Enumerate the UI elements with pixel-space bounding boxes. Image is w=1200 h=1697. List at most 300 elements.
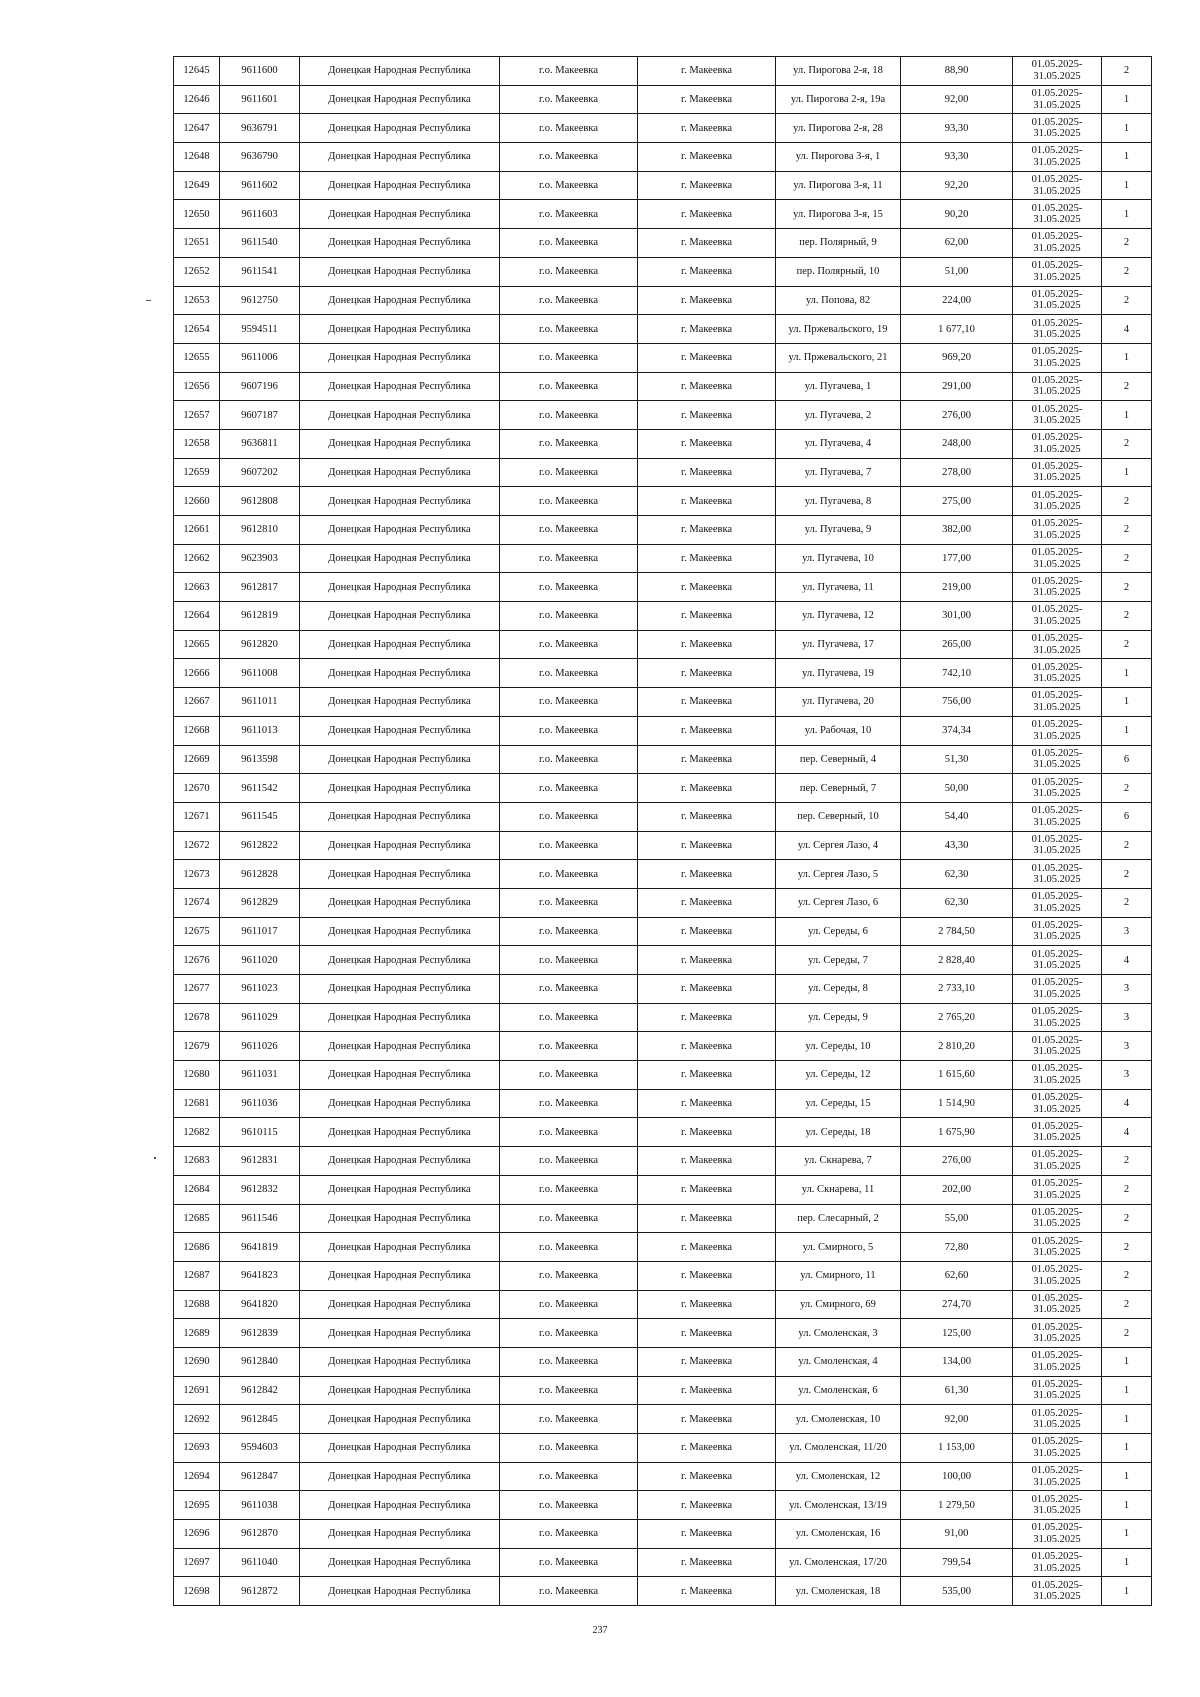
cell-city: г. Макеевка [638, 1204, 776, 1233]
cell-row-number: 12665 [174, 630, 220, 659]
period-end: 31.05.2025 [1033, 242, 1081, 254]
cell-row-number: 12653 [174, 286, 220, 315]
table-row [174, 1319, 1152, 1348]
cell-district: г.о. Макеевка [500, 802, 638, 831]
cell-region: Донецкая Народная Республика [300, 1462, 500, 1491]
cell-area: 275,00 [901, 487, 1013, 516]
cell-period [1013, 1548, 1102, 1577]
cell-object-code: 9612845 [220, 1405, 300, 1434]
cell-area: 2 828,40 [901, 946, 1013, 975]
cell-row-number: 12647 [174, 114, 220, 143]
cell-period [1013, 774, 1102, 803]
period-end: 31.05.2025 [1033, 128, 1081, 140]
cell-address: ул. Смирного, 11 [776, 1261, 901, 1290]
cell-period [1013, 1061, 1102, 1090]
cell-row-number: 12694 [174, 1462, 220, 1491]
cell-city: г. Макеевка [638, 372, 776, 401]
cell-count: 2 [1102, 888, 1152, 917]
period-start: 01.05.2025- [1031, 833, 1083, 845]
cell-row-number: 12683 [174, 1147, 220, 1176]
period-start: 01.05.2025- [1031, 1120, 1083, 1132]
cell-object-code: 9612831 [220, 1147, 300, 1176]
cell-region: Донецкая Народная Республика [300, 1147, 500, 1176]
period-start: 01.05.2025- [1031, 1206, 1083, 1218]
cell-object-code: 9611017 [220, 917, 300, 946]
period-end: 31.05.2025 [1033, 816, 1081, 828]
cell-object-code: 9607187 [220, 401, 300, 430]
cell-address: ул. Пугачева, 8 [776, 487, 901, 516]
cell-period [1013, 372, 1102, 401]
cell-area: 969,20 [901, 343, 1013, 372]
cell-address: ул. Пугачева, 2 [776, 401, 901, 430]
cell-district: г.о. Макеевка [500, 602, 638, 631]
cell-district: г.о. Макеевка [500, 1548, 638, 1577]
cell-address: ул. Смирного, 5 [776, 1233, 901, 1262]
period-end: 31.05.2025 [1033, 1275, 1081, 1287]
period-end: 31.05.2025 [1033, 1160, 1081, 1172]
cell-count: 3 [1102, 1003, 1152, 1032]
cell-district: г.о. Макеевка [500, 1204, 638, 1233]
period-start: 01.05.2025- [1031, 1006, 1083, 1018]
table-row [174, 1089, 1152, 1118]
cell-city: г. Макеевка [638, 1032, 776, 1061]
cell-city: г. Макеевка [638, 1347, 776, 1376]
cell-district: г.о. Макеевка [500, 200, 638, 229]
cell-object-code: 9610115 [220, 1118, 300, 1147]
cell-region: Донецкая Народная Республика [300, 229, 500, 258]
period-end: 31.05.2025 [1033, 214, 1081, 226]
table-row [174, 257, 1152, 286]
cell-count: 6 [1102, 745, 1152, 774]
cell-object-code: 9612808 [220, 487, 300, 516]
cell-area: 374,34 [901, 716, 1013, 745]
cell-address: ул. Середы, 18 [776, 1118, 901, 1147]
cell-address: ул. Пугачева, 19 [776, 659, 901, 688]
cell-row-number: 12696 [174, 1520, 220, 1549]
cell-area: 756,00 [901, 688, 1013, 717]
cell-period [1013, 1032, 1102, 1061]
cell-period [1013, 114, 1102, 143]
cell-object-code: 9623903 [220, 544, 300, 573]
cell-city: г. Макеевка [638, 630, 776, 659]
cell-period [1013, 1233, 1102, 1262]
table-row [174, 630, 1152, 659]
period-start: 01.05.2025- [1031, 862, 1083, 874]
cell-period [1013, 630, 1102, 659]
table-row [174, 1032, 1152, 1061]
cell-period [1013, 1520, 1102, 1549]
cell-period [1013, 1003, 1102, 1032]
cell-district: г.о. Макеевка [500, 1434, 638, 1463]
cell-area: 202,00 [901, 1175, 1013, 1204]
cell-object-code: 9607196 [220, 372, 300, 401]
table-row [174, 1290, 1152, 1319]
cell-address: ул. Смоленская, 6 [776, 1376, 901, 1405]
cell-district: г.о. Макеевка [500, 1032, 638, 1061]
cell-row-number: 12688 [174, 1290, 220, 1319]
cell-row-number: 12646 [174, 85, 220, 114]
cell-object-code: 9611026 [220, 1032, 300, 1061]
cell-district: г.о. Макеевка [500, 85, 638, 114]
cell-count: 3 [1102, 1032, 1152, 1061]
cell-address: ул. Пирогова 2-я, 28 [776, 114, 901, 143]
cell-area: 134,00 [901, 1347, 1013, 1376]
cell-region: Донецкая Народная Республика [300, 1261, 500, 1290]
period-start: 01.05.2025- [1031, 661, 1083, 673]
cell-row-number: 12660 [174, 487, 220, 516]
period-end: 31.05.2025 [1033, 1103, 1081, 1115]
cell-count: 2 [1102, 1290, 1152, 1319]
cell-row-number: 12675 [174, 917, 220, 946]
cell-row-number: 12648 [174, 143, 220, 172]
table-row [174, 917, 1152, 946]
cell-area: 100,00 [901, 1462, 1013, 1491]
period-start: 01.05.2025- [1031, 891, 1083, 903]
cell-region: Донецкая Народная Республика [300, 946, 500, 975]
cell-district: г.о. Макеевка [500, 1577, 638, 1606]
cell-address: ул. Пугачева, 9 [776, 516, 901, 545]
cell-row-number: 12654 [174, 315, 220, 344]
page-number: 237 [592, 1625, 608, 1636]
cell-district: г.о. Макеевка [500, 143, 638, 172]
period-start: 01.05.2025- [1031, 460, 1083, 472]
period-end: 31.05.2025 [1033, 558, 1081, 570]
cell-city: г. Макеевка [638, 85, 776, 114]
cell-district: г.о. Макеевка [500, 544, 638, 573]
period-end: 31.05.2025 [1033, 1304, 1081, 1316]
cell-row-number: 12674 [174, 888, 220, 917]
cell-row-number: 12651 [174, 229, 220, 258]
table-row [174, 888, 1152, 917]
cell-address: пер. Северный, 4 [776, 745, 901, 774]
cell-city: г. Макеевка [638, 1434, 776, 1463]
cell-district: г.о. Макеевка [500, 401, 638, 430]
cell-district: г.о. Макеевка [500, 171, 638, 200]
period-start: 01.05.2025- [1031, 403, 1083, 415]
cell-period [1013, 1118, 1102, 1147]
period-end: 31.05.2025 [1033, 1533, 1081, 1545]
table-row [174, 1405, 1152, 1434]
cell-period [1013, 143, 1102, 172]
cell-address: ул. Скнарева, 7 [776, 1147, 901, 1176]
cell-city: г. Макеевка [638, 1061, 776, 1090]
period-end: 31.05.2025 [1033, 644, 1081, 656]
cell-region: Донецкая Народная Республика [300, 200, 500, 229]
cell-row-number: 12658 [174, 429, 220, 458]
cell-area: 51,00 [901, 257, 1013, 286]
cell-district: г.о. Макеевка [500, 659, 638, 688]
period-start: 01.05.2025- [1031, 1235, 1083, 1247]
cell-region: Донецкая Народная Республика [300, 659, 500, 688]
cell-object-code: 9594511 [220, 315, 300, 344]
table-row [174, 774, 1152, 803]
registry-table [173, 56, 1152, 1606]
period-start: 01.05.2025- [1031, 1522, 1083, 1534]
cell-address: ул. Смоленская, 18 [776, 1577, 901, 1606]
period-end: 31.05.2025 [1033, 845, 1081, 857]
cell-district: г.о. Макеевка [500, 716, 638, 745]
cell-address: ул. Пугачева, 12 [776, 602, 901, 631]
cell-object-code: 9611546 [220, 1204, 300, 1233]
cell-address: ул. Попова, 82 [776, 286, 901, 315]
cell-object-code: 9612822 [220, 831, 300, 860]
cell-city: г. Макеевка [638, 401, 776, 430]
cell-area: 93,30 [901, 114, 1013, 143]
cell-object-code: 9611601 [220, 85, 300, 114]
cell-object-code: 9612750 [220, 286, 300, 315]
cell-region: Донецкая Народная Республика [300, 1233, 500, 1262]
cell-region: Донецкая Народная Республика [300, 975, 500, 1004]
cell-area: 72,80 [901, 1233, 1013, 1262]
cell-city: г. Макеевка [638, 1405, 776, 1434]
period-end: 31.05.2025 [1033, 902, 1081, 914]
period-start: 01.05.2025- [1031, 145, 1083, 157]
cell-region: Донецкая Народная Республика [300, 429, 500, 458]
cell-area: 55,00 [901, 1204, 1013, 1233]
cell-object-code: 9612820 [220, 630, 300, 659]
cell-city: г. Макеевка [638, 946, 776, 975]
cell-region: Донецкая Народная Республика [300, 602, 500, 631]
cell-count: 2 [1102, 257, 1152, 286]
cell-address: ул. Пирогова 2-я, 19а [776, 85, 901, 114]
cell-period [1013, 429, 1102, 458]
cell-address: ул. Пугачева, 17 [776, 630, 901, 659]
cell-period [1013, 85, 1102, 114]
cell-city: г. Макеевка [638, 343, 776, 372]
cell-district: г.о. Макеевка [500, 1491, 638, 1520]
cell-city: г. Макеевка [638, 802, 776, 831]
cell-city: г. Макеевка [638, 688, 776, 717]
table-row [174, 1261, 1152, 1290]
period-end: 31.05.2025 [1033, 701, 1081, 713]
table-row [174, 602, 1152, 631]
cell-district: г.о. Макеевка [500, 1319, 638, 1348]
cell-row-number: 12667 [174, 688, 220, 717]
cell-region: Донецкая Народная Республика [300, 1204, 500, 1233]
table-row [174, 1520, 1152, 1549]
cell-area: 2 733,10 [901, 975, 1013, 1004]
cell-address: ул. Пугачева, 4 [776, 429, 901, 458]
table-row [174, 860, 1152, 889]
cell-period [1013, 401, 1102, 430]
table-row [174, 1491, 1152, 1520]
cell-city: г. Макеевка [638, 860, 776, 889]
cell-address: ул. Середы, 10 [776, 1032, 901, 1061]
table-row [174, 229, 1152, 258]
cell-object-code: 9641823 [220, 1261, 300, 1290]
cell-row-number: 12673 [174, 860, 220, 889]
cell-count: 2 [1102, 630, 1152, 659]
period-end: 31.05.2025 [1033, 70, 1081, 82]
cell-area: 90,20 [901, 200, 1013, 229]
cell-city: г. Макеевка [638, 143, 776, 172]
cell-row-number: 12685 [174, 1204, 220, 1233]
cell-period [1013, 1319, 1102, 1348]
cell-row-number: 12684 [174, 1175, 220, 1204]
cell-district: г.о. Макеевка [500, 429, 638, 458]
table-row [174, 487, 1152, 516]
cell-row-number: 12677 [174, 975, 220, 1004]
cell-row-number: 12645 [174, 57, 220, 86]
cell-region: Донецкая Народная Республика [300, 774, 500, 803]
cell-object-code: 9612819 [220, 602, 300, 631]
cell-period [1013, 1347, 1102, 1376]
cell-district: г.о. Макеевка [500, 516, 638, 545]
table-row [174, 85, 1152, 114]
cell-period [1013, 888, 1102, 917]
period-start: 01.05.2025- [1031, 518, 1083, 530]
cell-period [1013, 1147, 1102, 1176]
period-start: 01.05.2025- [1031, 174, 1083, 186]
cell-row-number: 12672 [174, 831, 220, 860]
cell-address: ул. Смирного, 69 [776, 1290, 901, 1319]
cell-region: Донецкая Народная Республика [300, 487, 500, 516]
cell-count: 4 [1102, 1118, 1152, 1147]
period-end: 31.05.2025 [1033, 788, 1081, 800]
cell-count: 1 [1102, 401, 1152, 430]
table-row [174, 716, 1152, 745]
cell-district: г.о. Макеевка [500, 1147, 638, 1176]
cell-district: г.о. Макеевка [500, 1405, 638, 1434]
cell-area: 62,30 [901, 860, 1013, 889]
period-start: 01.05.2025- [1031, 1321, 1083, 1333]
cell-region: Донецкая Народная Республика [300, 573, 500, 602]
cell-count: 1 [1102, 688, 1152, 717]
period-start: 01.05.2025- [1031, 317, 1083, 329]
cell-row-number: 12669 [174, 745, 220, 774]
period-start: 01.05.2025- [1031, 1034, 1083, 1046]
cell-district: г.о. Макеевка [500, 372, 638, 401]
cell-row-number: 12657 [174, 401, 220, 430]
table-row [174, 831, 1152, 860]
cell-object-code: 9611602 [220, 171, 300, 200]
cell-area: 54,40 [901, 802, 1013, 831]
cell-count: 2 [1102, 429, 1152, 458]
cell-row-number: 12668 [174, 716, 220, 745]
table-row [174, 1434, 1152, 1463]
cell-area: 93,30 [901, 143, 1013, 172]
cell-address: ул. Смоленская, 16 [776, 1520, 901, 1549]
period-start: 01.05.2025- [1031, 1436, 1083, 1448]
cell-address: ул. Пирогова 3-я, 11 [776, 171, 901, 200]
cell-object-code: 9611036 [220, 1089, 300, 1118]
cell-row-number: 12662 [174, 544, 220, 573]
cell-address: пер. Северный, 10 [776, 802, 901, 831]
table-row [174, 1347, 1152, 1376]
cell-period [1013, 343, 1102, 372]
cell-address: ул. Пирогова 3-я, 15 [776, 200, 901, 229]
cell-count: 2 [1102, 544, 1152, 573]
cell-address: ул. Сергея Лазо, 4 [776, 831, 901, 860]
cell-district: г.о. Макеевка [500, 688, 638, 717]
cell-object-code: 9641819 [220, 1233, 300, 1262]
table-row [174, 458, 1152, 487]
cell-region: Донецкая Народная Республика [300, 315, 500, 344]
cell-address: ул. Пугачева, 11 [776, 573, 901, 602]
table-row [174, 745, 1152, 774]
cell-address: ул. Середы, 15 [776, 1089, 901, 1118]
cell-city: г. Макеевка [638, 429, 776, 458]
cell-row-number: 12664 [174, 602, 220, 631]
table-row [174, 171, 1152, 200]
cell-row-number: 12666 [174, 659, 220, 688]
cell-region: Донецкая Народная Республика [300, 1520, 500, 1549]
cell-count: 2 [1102, 1233, 1152, 1262]
cell-area: 2 810,20 [901, 1032, 1013, 1061]
cell-area: 276,00 [901, 1147, 1013, 1176]
cell-object-code: 9594603 [220, 1434, 300, 1463]
cell-region: Донецкая Народная Республика [300, 1003, 500, 1032]
cell-object-code: 9611011 [220, 688, 300, 717]
cell-area: 742,10 [901, 659, 1013, 688]
cell-period [1013, 516, 1102, 545]
cell-object-code: 9611008 [220, 659, 300, 688]
cell-area: 1 677,10 [901, 315, 1013, 344]
period-start: 01.05.2025- [1031, 1264, 1083, 1276]
period-end: 31.05.2025 [1033, 501, 1081, 513]
cell-region: Донецкая Народная Республика [300, 171, 500, 200]
cell-region: Донецкая Народная Республика [300, 114, 500, 143]
cell-district: г.о. Макеевка [500, 917, 638, 946]
cell-count: 2 [1102, 487, 1152, 516]
cell-period [1013, 573, 1102, 602]
cell-count: 2 [1102, 286, 1152, 315]
period-end: 31.05.2025 [1033, 300, 1081, 312]
cell-row-number: 12690 [174, 1347, 220, 1376]
cell-region: Донецкая Народная Республика [300, 1491, 500, 1520]
cell-area: 43,30 [901, 831, 1013, 860]
cell-district: г.о. Макеевка [500, 888, 638, 917]
cell-area: 535,00 [901, 1577, 1013, 1606]
cell-address: ул. Скнарева, 11 [776, 1175, 901, 1204]
cell-count: 2 [1102, 1147, 1152, 1176]
cell-district: г.о. Макеевка [500, 1175, 638, 1204]
cell-district: г.о. Макеевка [500, 1118, 638, 1147]
cell-region: Донецкая Народная Республика [300, 1434, 500, 1463]
cell-count: 4 [1102, 315, 1152, 344]
cell-row-number: 12681 [174, 1089, 220, 1118]
cell-row-number: 12650 [174, 200, 220, 229]
cell-city: г. Макеевка [638, 1520, 776, 1549]
cell-count: 1 [1102, 143, 1152, 172]
cell-period [1013, 688, 1102, 717]
cell-object-code: 9611020 [220, 946, 300, 975]
cell-address: ул. Середы, 6 [776, 917, 901, 946]
cell-area: 62,30 [901, 888, 1013, 917]
period-end: 31.05.2025 [1033, 1447, 1081, 1459]
cell-count: 2 [1102, 229, 1152, 258]
period-end: 31.05.2025 [1033, 156, 1081, 168]
cell-count: 2 [1102, 1261, 1152, 1290]
cell-city: г. Макеевка [638, 315, 776, 344]
cell-city: г. Макеевка [638, 487, 776, 516]
cell-district: г.о. Макеевка [500, 343, 638, 372]
cell-row-number: 12695 [174, 1491, 220, 1520]
cell-district: г.о. Макеевка [500, 1233, 638, 1262]
cell-region: Донецкая Народная Республика [300, 1577, 500, 1606]
cell-period [1013, 1261, 1102, 1290]
period-start: 01.05.2025- [1031, 919, 1083, 931]
period-start: 01.05.2025- [1031, 747, 1083, 759]
cell-row-number: 12670 [174, 774, 220, 803]
table-row [174, 1548, 1152, 1577]
cell-region: Донецкая Народная Республика [300, 57, 500, 86]
cell-count: 4 [1102, 1089, 1152, 1118]
period-start: 01.05.2025- [1031, 948, 1083, 960]
cell-city: г. Макеевка [638, 229, 776, 258]
cell-count: 1 [1102, 1462, 1152, 1491]
cell-row-number: 12680 [174, 1061, 220, 1090]
